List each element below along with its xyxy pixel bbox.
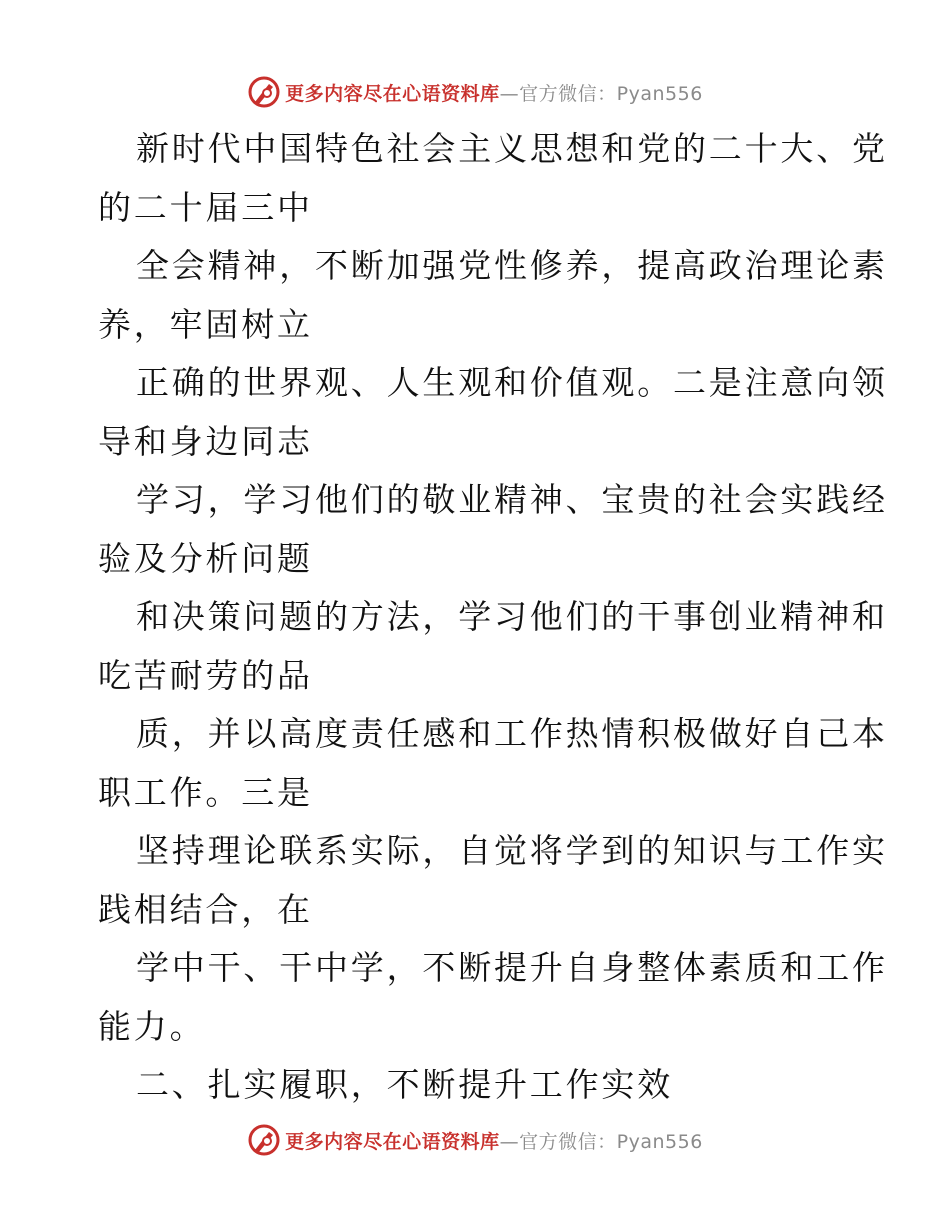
header-banner-wechat: 官方微信：Pyan556: [519, 82, 703, 105]
header-banner-main: 更多内容尽在心语资料库: [285, 82, 500, 105]
body-text-line: 坚持理论联系实际，自觉将学到的知识与工作实: [136, 831, 888, 870]
body-text-line: 学习，学习他们的敬业精神、宝贵的社会实践经: [136, 480, 888, 519]
document-body: [98, 120, 888, 1115]
footer-banner-wechat: 官方微信：Pyan556: [519, 1130, 703, 1153]
body-text-line: 养，牢固树立: [98, 304, 313, 344]
footer-banner-main: 更多内容尽在心语资料库: [285, 1130, 500, 1153]
footer-banner-separator: —: [499, 1130, 520, 1153]
body-text-line: 验及分析问题: [98, 538, 313, 578]
body-text-line: 和决策问题的方法，学习他们的干事创业精神和: [136, 597, 888, 636]
body-text-line: 能力。: [98, 1006, 206, 1046]
body-text-line: 践相结合，在: [98, 889, 313, 929]
pen-circle-logo-icon: [247, 75, 281, 109]
header-banner-separator: —: [499, 82, 520, 105]
body-text-line: 质，并以高度责任感和工作热情积极做好自己本: [136, 714, 888, 753]
body-text-line: 的二十届三中: [98, 187, 313, 227]
pen-circle-logo-icon: [247, 1123, 281, 1157]
body-text-line: 导和身边同志: [98, 421, 313, 461]
body-text-line: 正确的世界观、人生观和价值观。二是注意向领: [136, 363, 888, 402]
body-text-line: 全会精神，不断加强党性修养，提高政治理论素: [136, 246, 888, 285]
body-text-line: 新时代中国特色社会主义思想和党的二十大、党: [136, 129, 888, 168]
body-text-line: 二、扎实履职，不断提升工作实效: [136, 1065, 673, 1104]
body-text-line: 吃苦耐劳的品: [98, 655, 313, 695]
footer-banner: [0, 1118, 950, 1162]
body-text-line: 学中干、干中学，不断提升自身整体素质和工作: [136, 948, 888, 987]
header-banner: [0, 70, 950, 114]
header-banner-text: [285, 79, 703, 106]
body-text-line: 职工作。三是: [98, 772, 313, 812]
footer-banner-text: [285, 1127, 703, 1154]
